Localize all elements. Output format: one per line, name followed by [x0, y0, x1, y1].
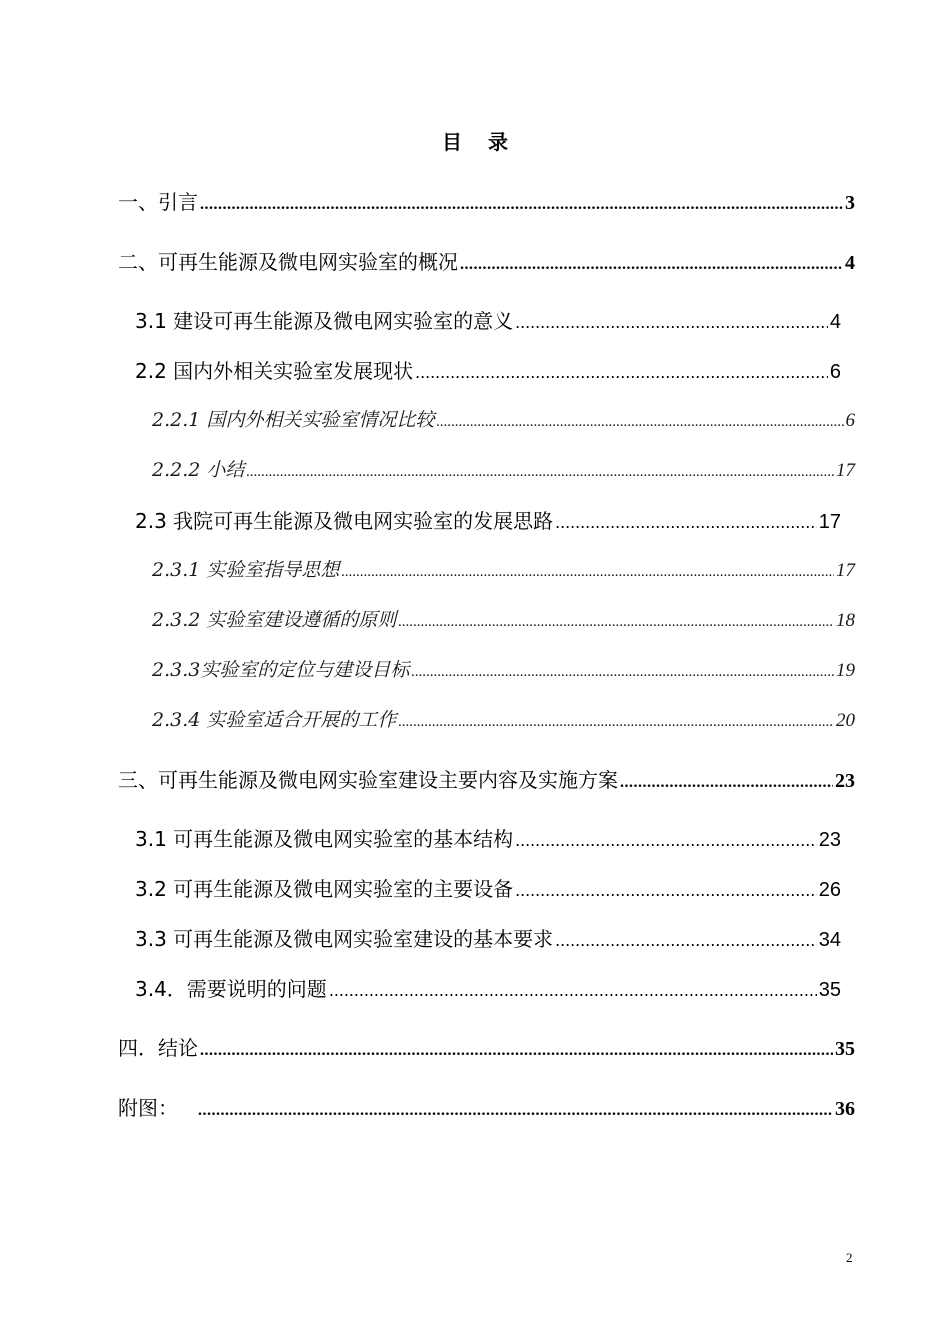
toc-entry-overview[interactable] — [118, 246, 855, 276]
toc-entry-page: 35 — [818, 979, 841, 1001]
toc-entry-label: 2.3.1 实验室指导思想 — [152, 559, 340, 581]
toc-entry-page: 34 — [818, 929, 841, 951]
toc-entry-status[interactable] — [135, 355, 841, 385]
dot-leader — [398, 614, 834, 631]
toc-entry-page: 20 — [836, 710, 855, 731]
toc-entry-conclusion[interactable] — [118, 1032, 855, 1062]
toc-entry-basic-structure[interactable] — [135, 823, 841, 853]
toc-entry-page: 18 — [836, 610, 855, 631]
toc-entry-page: 26 — [818, 879, 841, 901]
toc-entry-label: 2.3.4 实验室适合开展的工作 — [152, 709, 397, 731]
dot-leader — [555, 512, 817, 533]
toc-entry-label: 三、可再生能源及微电网实验室建设主要内容及实施方案 — [118, 768, 618, 792]
toc-entry-label: 四．结论 — [118, 1036, 198, 1060]
toc-entry-label: 一、引言 — [118, 190, 198, 214]
toc-entry-label: 3.1 可再生能源及微电网实验室的基本结构 — [135, 827, 514, 851]
toc-title-char-2: 录 — [488, 130, 508, 154]
toc-entry-page: 4 — [829, 311, 841, 333]
toc-entry-label: 3.3 可再生能源及微电网实验室建设的基本要求 — [135, 927, 554, 951]
dot-leader — [515, 312, 828, 333]
dot-leader — [329, 980, 817, 1001]
dot-leader — [200, 196, 843, 214]
toc-entry-page: 17 — [836, 560, 855, 581]
toc-entry-construction-plan[interactable] — [118, 764, 855, 794]
toc-entry-page: 23 — [835, 770, 855, 792]
toc-entry-page: 19 — [836, 660, 855, 681]
toc-entry-label: 3.1 建设可再生能源及微电网实验室的意义 — [135, 309, 514, 333]
toc-entry-label: 2.2.2 小结 — [152, 459, 245, 481]
dot-leader — [436, 414, 843, 431]
toc-entry-page: 17 — [836, 460, 855, 481]
dot-leader — [415, 362, 828, 383]
toc-entry-appendix-figures[interactable] — [118, 1092, 855, 1122]
toc-entry-suitable-work[interactable] — [152, 705, 855, 735]
toc-entry-summary[interactable] — [152, 455, 855, 485]
dot-leader — [515, 830, 817, 851]
dot-leader — [515, 880, 817, 901]
toc-entry-label: 2.3.2 实验室建设遵循的原则 — [152, 609, 397, 631]
toc-entry-page: 35 — [835, 1038, 855, 1060]
toc-entry-page: 17 — [818, 511, 841, 533]
toc-entry-page: 36 — [835, 1098, 855, 1120]
toc-entry-label: 2.3.3实验室的定位与建设目标 — [152, 659, 410, 681]
toc-entry-label: 2.3 我院可再生能源及微电网实验室的发展思路 — [135, 509, 554, 533]
toc-entry-development-ideas[interactable] — [135, 505, 841, 535]
dot-leader — [246, 464, 834, 481]
toc-entry-requirements[interactable] — [135, 923, 841, 953]
toc-entry-label: 3.4．需要说明的问题 — [135, 977, 327, 1001]
toc-entry-guiding-thought[interactable] — [152, 555, 855, 585]
toc-entry-significance[interactable] — [135, 305, 841, 335]
page-number: 2 — [846, 1250, 853, 1265]
dot-leader — [398, 714, 834, 731]
dot-leader — [555, 930, 817, 951]
dot-leader — [620, 774, 833, 792]
dot-leader — [341, 564, 834, 581]
toc-entry-main-equipment[interactable] — [135, 873, 841, 903]
toc-entry-page: 23 — [818, 829, 841, 851]
toc-entry-page: 3 — [845, 192, 855, 214]
toc-entry-page: 6 — [845, 410, 855, 431]
dot-leader — [198, 1102, 833, 1120]
dot-leader — [200, 1042, 833, 1060]
toc-title-char-1: 目 — [442, 130, 462, 154]
dot-leader — [411, 664, 834, 681]
toc-entry-label: 二、可再生能源及微电网实验室的概况 — [118, 250, 458, 274]
toc-entry-principles[interactable] — [152, 605, 855, 635]
toc-entry-positioning[interactable] — [152, 655, 855, 685]
toc-entry-label: 2.2.1 国内外相关实验室情况比较 — [152, 409, 435, 431]
toc-entry-label: 附图： — [118, 1096, 178, 1120]
toc-entry-page: 6 — [829, 361, 841, 383]
dot-leader — [460, 256, 843, 274]
toc-entry-introduction[interactable] — [118, 186, 855, 216]
toc-entry-page: 4 — [845, 252, 855, 274]
toc-title — [0, 126, 950, 155]
toc-entry-label: 3.2 可再生能源及微电网实验室的主要设备 — [135, 877, 514, 901]
toc-entry-label: 2.2 国内外相关实验室发展现状 — [135, 359, 414, 383]
toc-entry-comparison[interactable] — [152, 405, 855, 435]
toc-entry-issues[interactable] — [135, 973, 841, 1003]
